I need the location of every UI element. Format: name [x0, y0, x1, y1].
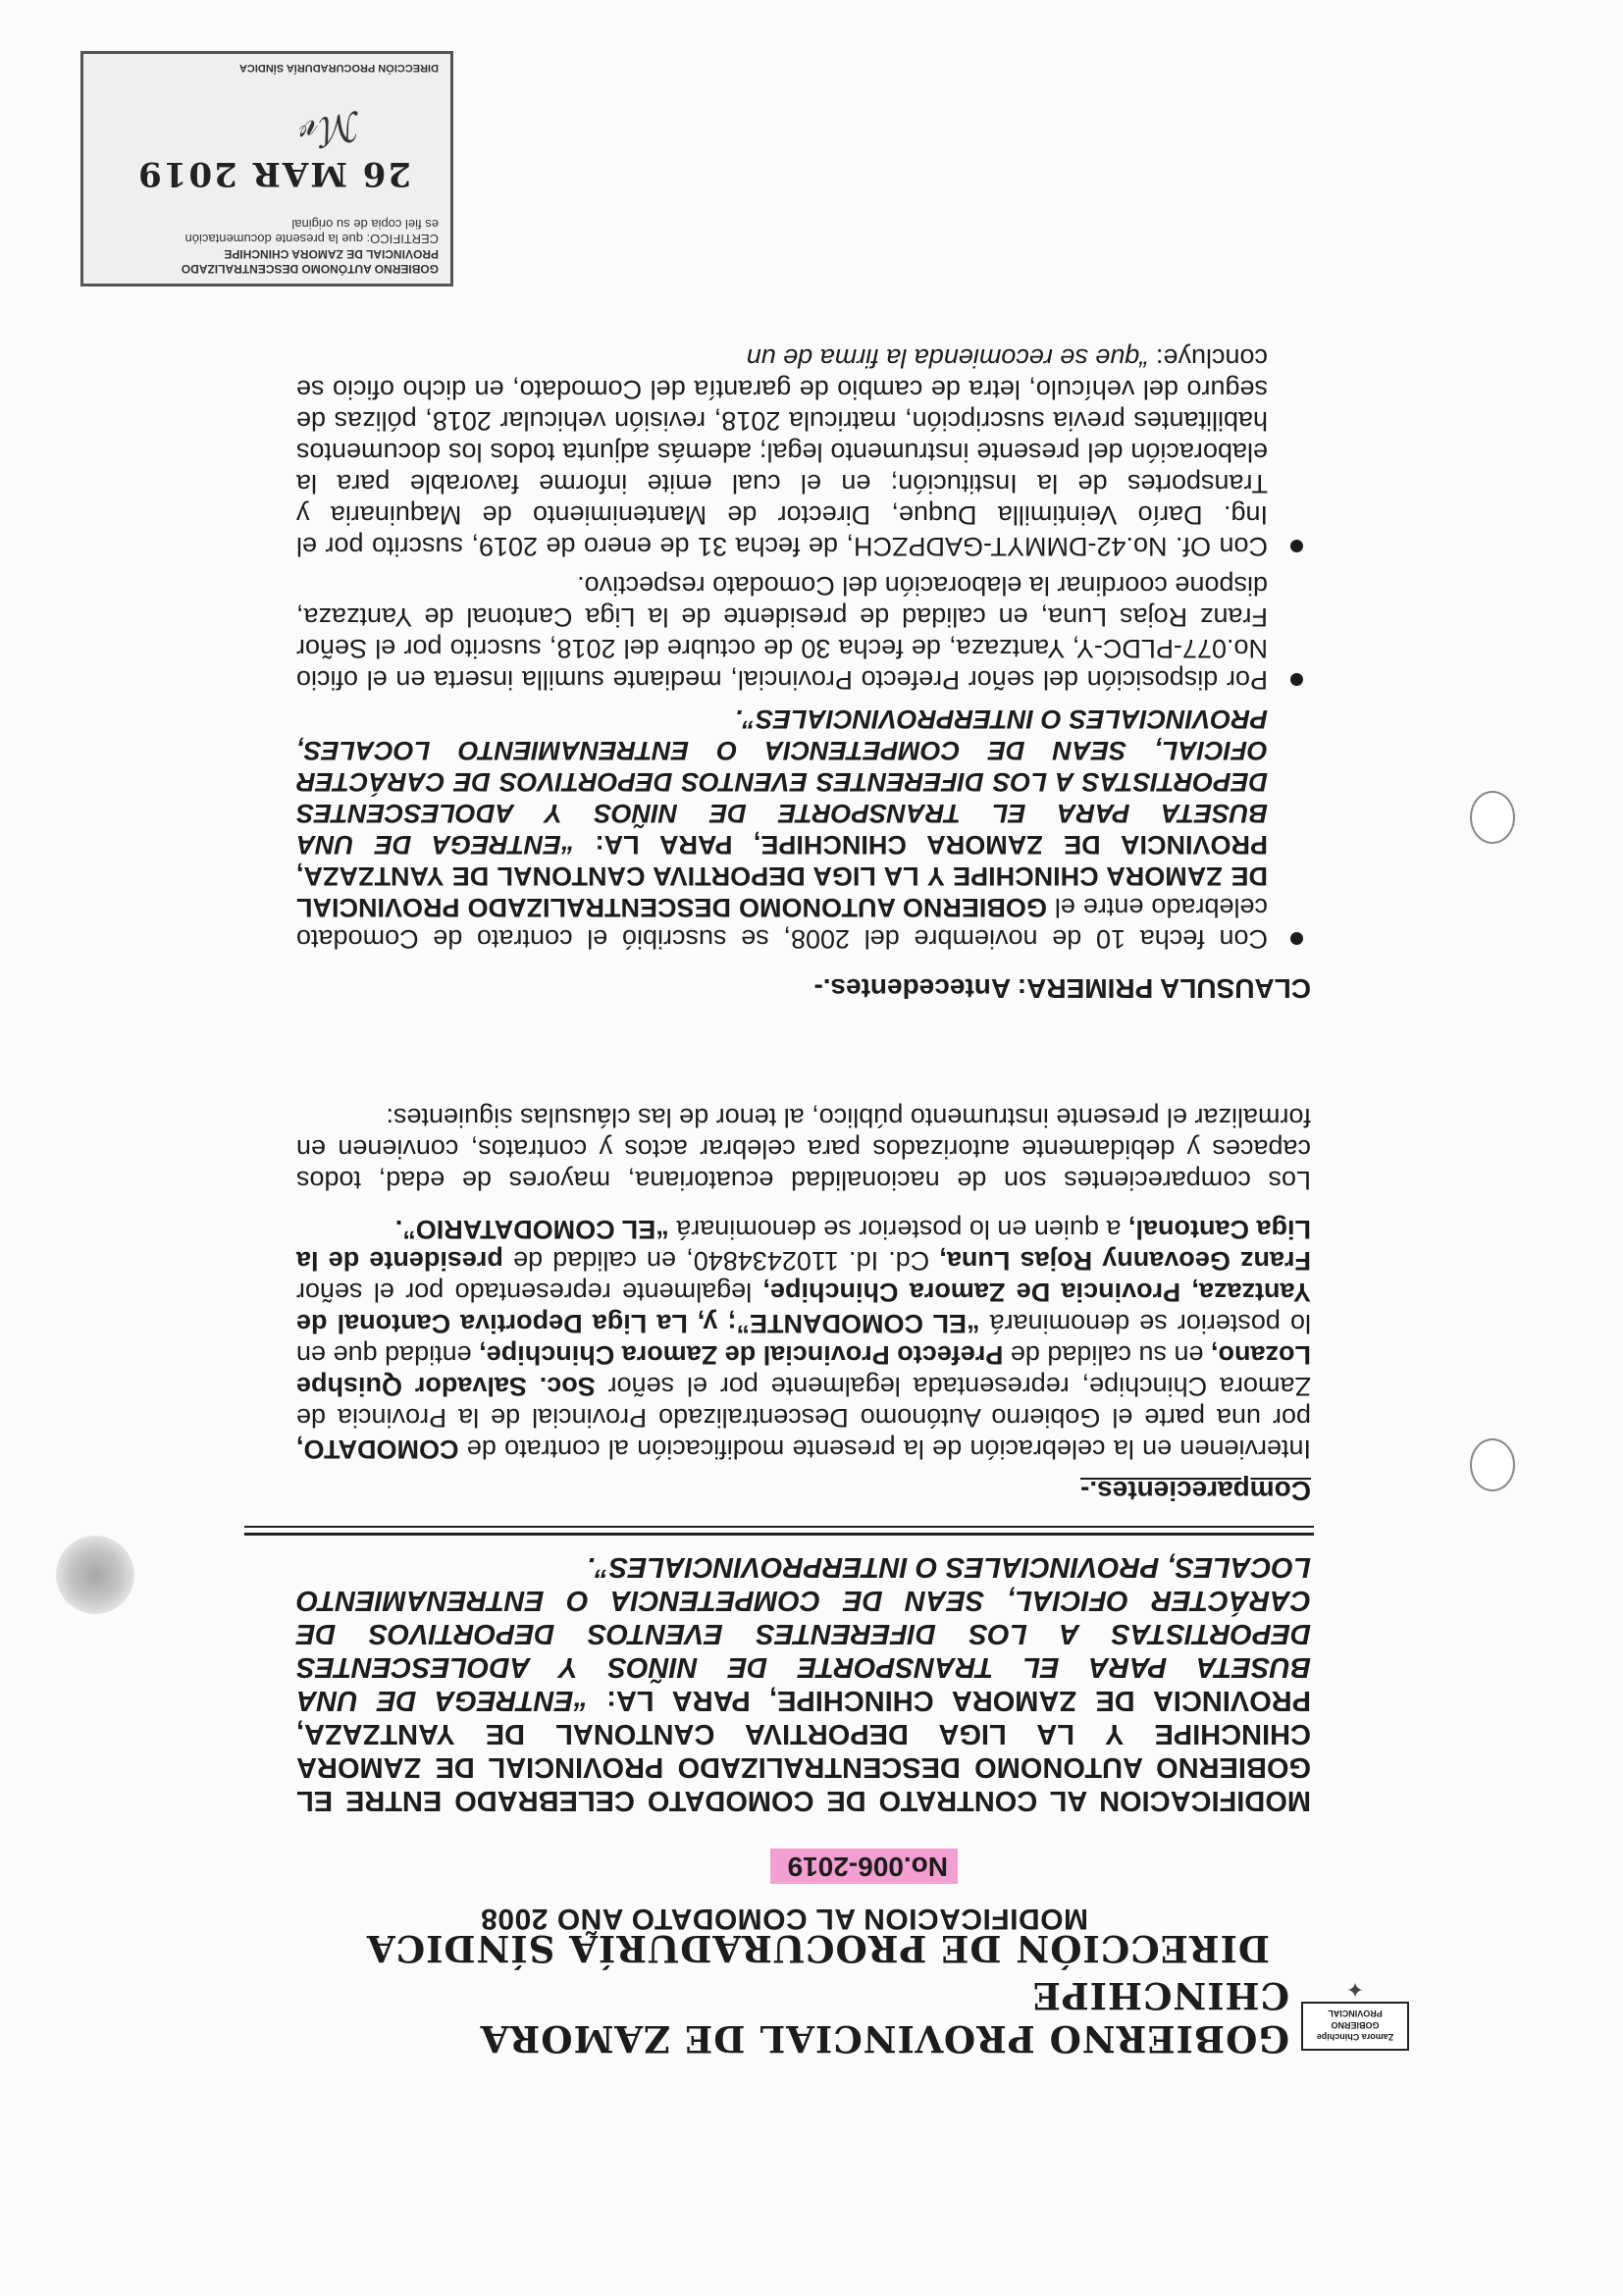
handwritten-signature: ℳ𝓋 — [296, 100, 367, 158]
comparecientes-heading: Comparecientes.- — [1080, 1476, 1311, 1506]
list-item: Con fecha 10 de noviembre del 2008, se suscribió el contrato de Comodato celebrado entre el GOBIERNO AUTONOMO DESCENTRALIZADO PROVINCIAL DE ZAMORA CHINCHIPE Y LA LIGA DEPORTIVA CANTONAL DE YANTZAZA, PROVINCIA DE ZAMORA CHINCHIPE, PARA LA: “ENTREGA DE UNA BUSETA PARA EL TRANSPORTE DE NIÑOS Y ADOLESCENTES DEPORTISTAS A LOS DIFERENTES EVENTOS DEPORTIVOS DE CARÁCTER OFICIAL, SEAN DE COMPETENCIA O ENTRENAMIENTO LOCALES, PROVINCIALES O INTERPROVINCIALES”. — [296, 704, 1311, 955]
stamp-line: es fiel copia de su original — [291, 217, 439, 232]
subject-purpose: “ENTREGA DE UNA BUSETA PARA EL TRANSPORTE DE NIÑOS Y ADOLESCENTES DEPORTISTAS A LOS DIFERENTES EVENTOS DEPORTIVOS DE CARÁCTER OFICIAL, SEAN DE COMPETENCIA O ENTRENAMIENTO LOCALES, PROVINCIALES O INTERPROVINCIALES”. — [296, 1551, 1311, 1716]
clausula-primera-section — [296, 335, 1311, 1004]
contract-subject — [296, 1550, 1311, 1817]
punch-hole — [1470, 1438, 1515, 1491]
stamp-date: 26 MAR 2019 — [136, 154, 411, 193]
letterhead — [259, 1927, 1394, 2061]
bullet-icon — [1290, 932, 1303, 945]
subject-text: MODIFICACION AL CONTRATO DE COMODATO CELEBRADO ENTRE EL GOBIERNO AUTONOMO DESCENTRALIZADO PROVINCIAL DE ZAMORA CHINCHIPE Y LA LIGA DEPORTIVA CANTONAL DE YANTZAZA, PROVINCIA DE ZAMORA CHINCHIPE, PARA LA: — [296, 1685, 1311, 1816]
stamp-title: GOBIERNO AUTÓNOMO DESCENTRALIZADO PROVINCIAL DE ZAMORA CHINCHIPE — [181, 247, 439, 276]
organization-name: GOBIERNO PROVINCIAL DE ZAMORA CHINCHIPE — [479, 1974, 1289, 2061]
stamp-line: CERTIFICO: que la presente documentación — [184, 232, 439, 246]
stamp-footer: DIRECCIÓN PROCURADURÍA SÍNDICA — [238, 62, 439, 74]
punch-hole — [1470, 791, 1515, 844]
department-name: DIRECCIÓN DE PROCURADURÍA SÍNDICA — [365, 1927, 1270, 1970]
institution-logo — [1301, 2002, 1409, 2051]
embossed-seal — [56, 1536, 134, 1614]
document-number-highlight: No.006-2019 — [770, 1849, 958, 1884]
logo-text: Zamora Chinchipe GOBIERNO PROVINCIAL — [1316, 2009, 1394, 2042]
capacity-paragraph: Los comparecientes son de nacionalidad ecuatoriana, mayores de edad, todos capaces y debidamente autorizados para celebrar actos y contratos, convienen en formalizar el presente instrumento público, al tenor de las cláusulas siguientes: — [296, 1103, 1311, 1195]
eagle-emblem-icon: ✦ — [1345, 1977, 1365, 2002]
comparecientes-paragraph: Intervienen en la celebración de la presente modificación al contrato de COMODATO, por una parte el Gobierno Autónomo Descentralizado Provincial de la Provincia de Zamora Chinchipe, representada legalmente por el señor Soc. Salvador Quishpe Lozano, en su calidad de Prefecto Provincial de Zamora Chinchipe, entidad que en lo posterior se denominará “EL COMODANTE”; y, La Liga Deportiva Cantonal de Yantzaza, Provincia De Zamora Chinchipe, legalmente representado por el señor Franz Geovanny Rojas Luna, Cd. Id. 1102434840, en calidad de presidente de la Liga Cantonal, a quien en lo posterior se denominará “EL COMODATARIO”. — [296, 1215, 1311, 1464]
divider-line — [244, 1533, 1314, 1536]
antecedentes-list — [296, 342, 1311, 955]
certification-stamp — [80, 51, 453, 287]
list-item: Por disposición del señor Prefecto Provincial, mediante sumilla inserta en el oficio No.077-PLDC-Y, Yantzaza, de fecha 30 de octubre del 2018, suscrito por el Señor Franz Rojas Luna, en calidad de presidente de la Liga Cantonal de Yantzaza, dispone coordinar la elaboración del Comodato respectivo. — [296, 570, 1311, 696]
document-title: MODIFICACION AL COMODATO AÑO 2008 — [480, 1903, 1088, 1935]
bullet-icon — [1290, 540, 1303, 552]
clausula-heading: CLAUSULA PRIMERA: Antecedentes.- — [813, 973, 1311, 1004]
divider-line-secondary — [244, 1526, 1314, 1528]
list-item: Con Of. No.42-DMMYT-GADPZCH, de fecha 31 de enero de 2019, suscrito por el Ing. Darío Veintimilla Duque, Director de Mantenimiento de Maquinaria y Transportes de la Institución; en el cual emite informe favorable para la elaboración del presente instrumento legal; además adjunta todos los documentos habilitantes previa suscripción, matricula 2018, revisión vehicular 2018, pólizas de seguro del vehículo, letra de cambio de garantía del Comodato, en dicho oficio se concluye: “que se recomienda la firma de un — [296, 342, 1311, 562]
comparecientes-section — [296, 1102, 1311, 1506]
bullet-icon — [1290, 673, 1303, 686]
